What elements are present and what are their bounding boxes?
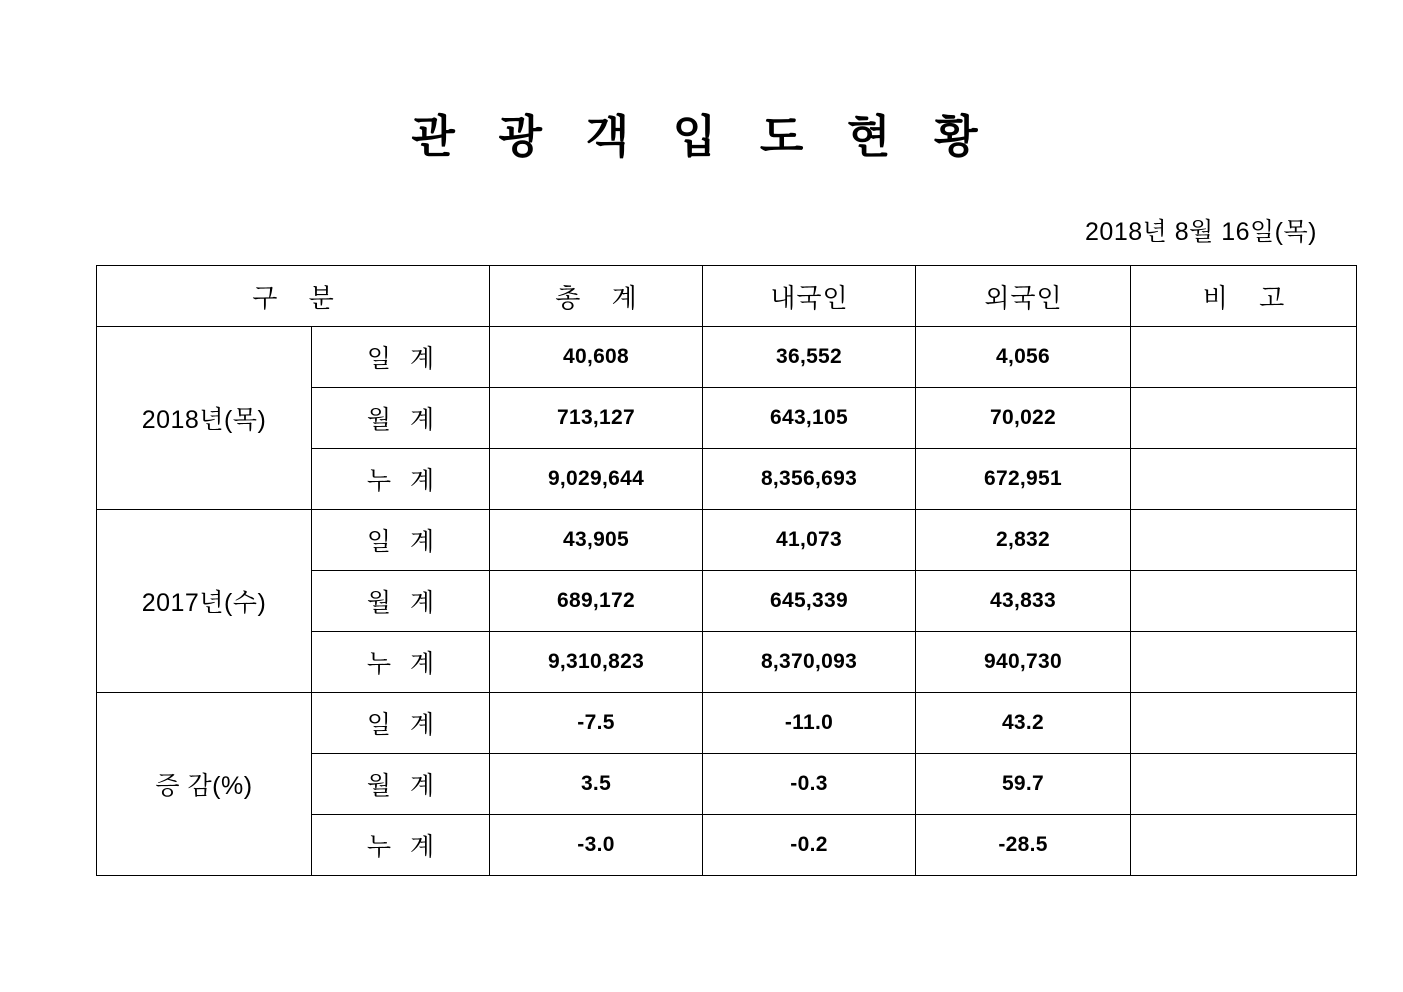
value-total: 9,029,644	[490, 449, 703, 510]
value-note	[1131, 327, 1357, 388]
period-label: 월 계	[312, 571, 490, 632]
value-foreign: 4,056	[916, 327, 1131, 388]
value-total: 43,905	[490, 510, 703, 571]
value-foreign: 43,833	[916, 571, 1131, 632]
value-foreign: 59.7	[916, 754, 1131, 815]
group-label-2017: 2017년(수)	[97, 510, 312, 693]
value-domestic: 36,552	[703, 327, 916, 388]
value-domestic: -11.0	[703, 693, 916, 754]
value-domestic: 41,073	[703, 510, 916, 571]
value-foreign: -28.5	[916, 815, 1131, 876]
header-category: 구 분	[97, 266, 490, 327]
period-label: 누 계	[312, 815, 490, 876]
page-title: 관 광 객 입 도 현 황	[411, 110, 992, 163]
value-domestic: 8,370,093	[703, 632, 916, 693]
value-foreign: 43.2	[916, 693, 1131, 754]
value-total: -7.5	[490, 693, 703, 754]
value-domestic: 8,356,693	[703, 449, 916, 510]
tourist-arrivals-table	[96, 265, 1357, 876]
table-row	[97, 693, 1357, 754]
value-note	[1131, 632, 1357, 693]
header-foreign: 외국인	[916, 266, 1131, 327]
value-total: -3.0	[490, 815, 703, 876]
period-label: 누 계	[312, 449, 490, 510]
period-label: 일 계	[312, 693, 490, 754]
value-domestic: -0.2	[703, 815, 916, 876]
value-domestic: 645,339	[703, 571, 916, 632]
table-row	[97, 510, 1357, 571]
value-note	[1131, 571, 1357, 632]
group-label-change: 증 감(%)	[97, 693, 312, 876]
value-foreign: 70,022	[916, 388, 1131, 449]
period-label: 일 계	[312, 327, 490, 388]
header-note: 비 고	[1131, 266, 1357, 327]
value-domestic: -0.3	[703, 754, 916, 815]
header-domestic: 내국인	[703, 266, 916, 327]
table-row	[97, 327, 1357, 388]
value-foreign: 2,832	[916, 510, 1131, 571]
value-total: 3.5	[490, 754, 703, 815]
value-total: 689,172	[490, 571, 703, 632]
value-total: 9,310,823	[490, 632, 703, 693]
header-total: 총 계	[490, 266, 703, 327]
value-total: 713,127	[490, 388, 703, 449]
value-foreign: 940,730	[916, 632, 1131, 693]
period-label: 월 계	[312, 388, 490, 449]
value-foreign: 672,951	[916, 449, 1131, 510]
report-date: 2018년 8월 16일(목)	[1085, 218, 1317, 246]
period-label: 누 계	[312, 632, 490, 693]
period-label: 일 계	[312, 510, 490, 571]
table-header-row	[97, 266, 1357, 327]
value-note	[1131, 388, 1357, 449]
value-note	[1131, 510, 1357, 571]
group-label-2018: 2018년(목)	[97, 327, 312, 510]
value-domestic: 643,105	[703, 388, 916, 449]
value-note	[1131, 449, 1357, 510]
period-label: 월 계	[312, 754, 490, 815]
value-note	[1131, 693, 1357, 754]
value-note	[1131, 754, 1357, 815]
value-total: 40,608	[490, 327, 703, 388]
value-note	[1131, 815, 1357, 876]
